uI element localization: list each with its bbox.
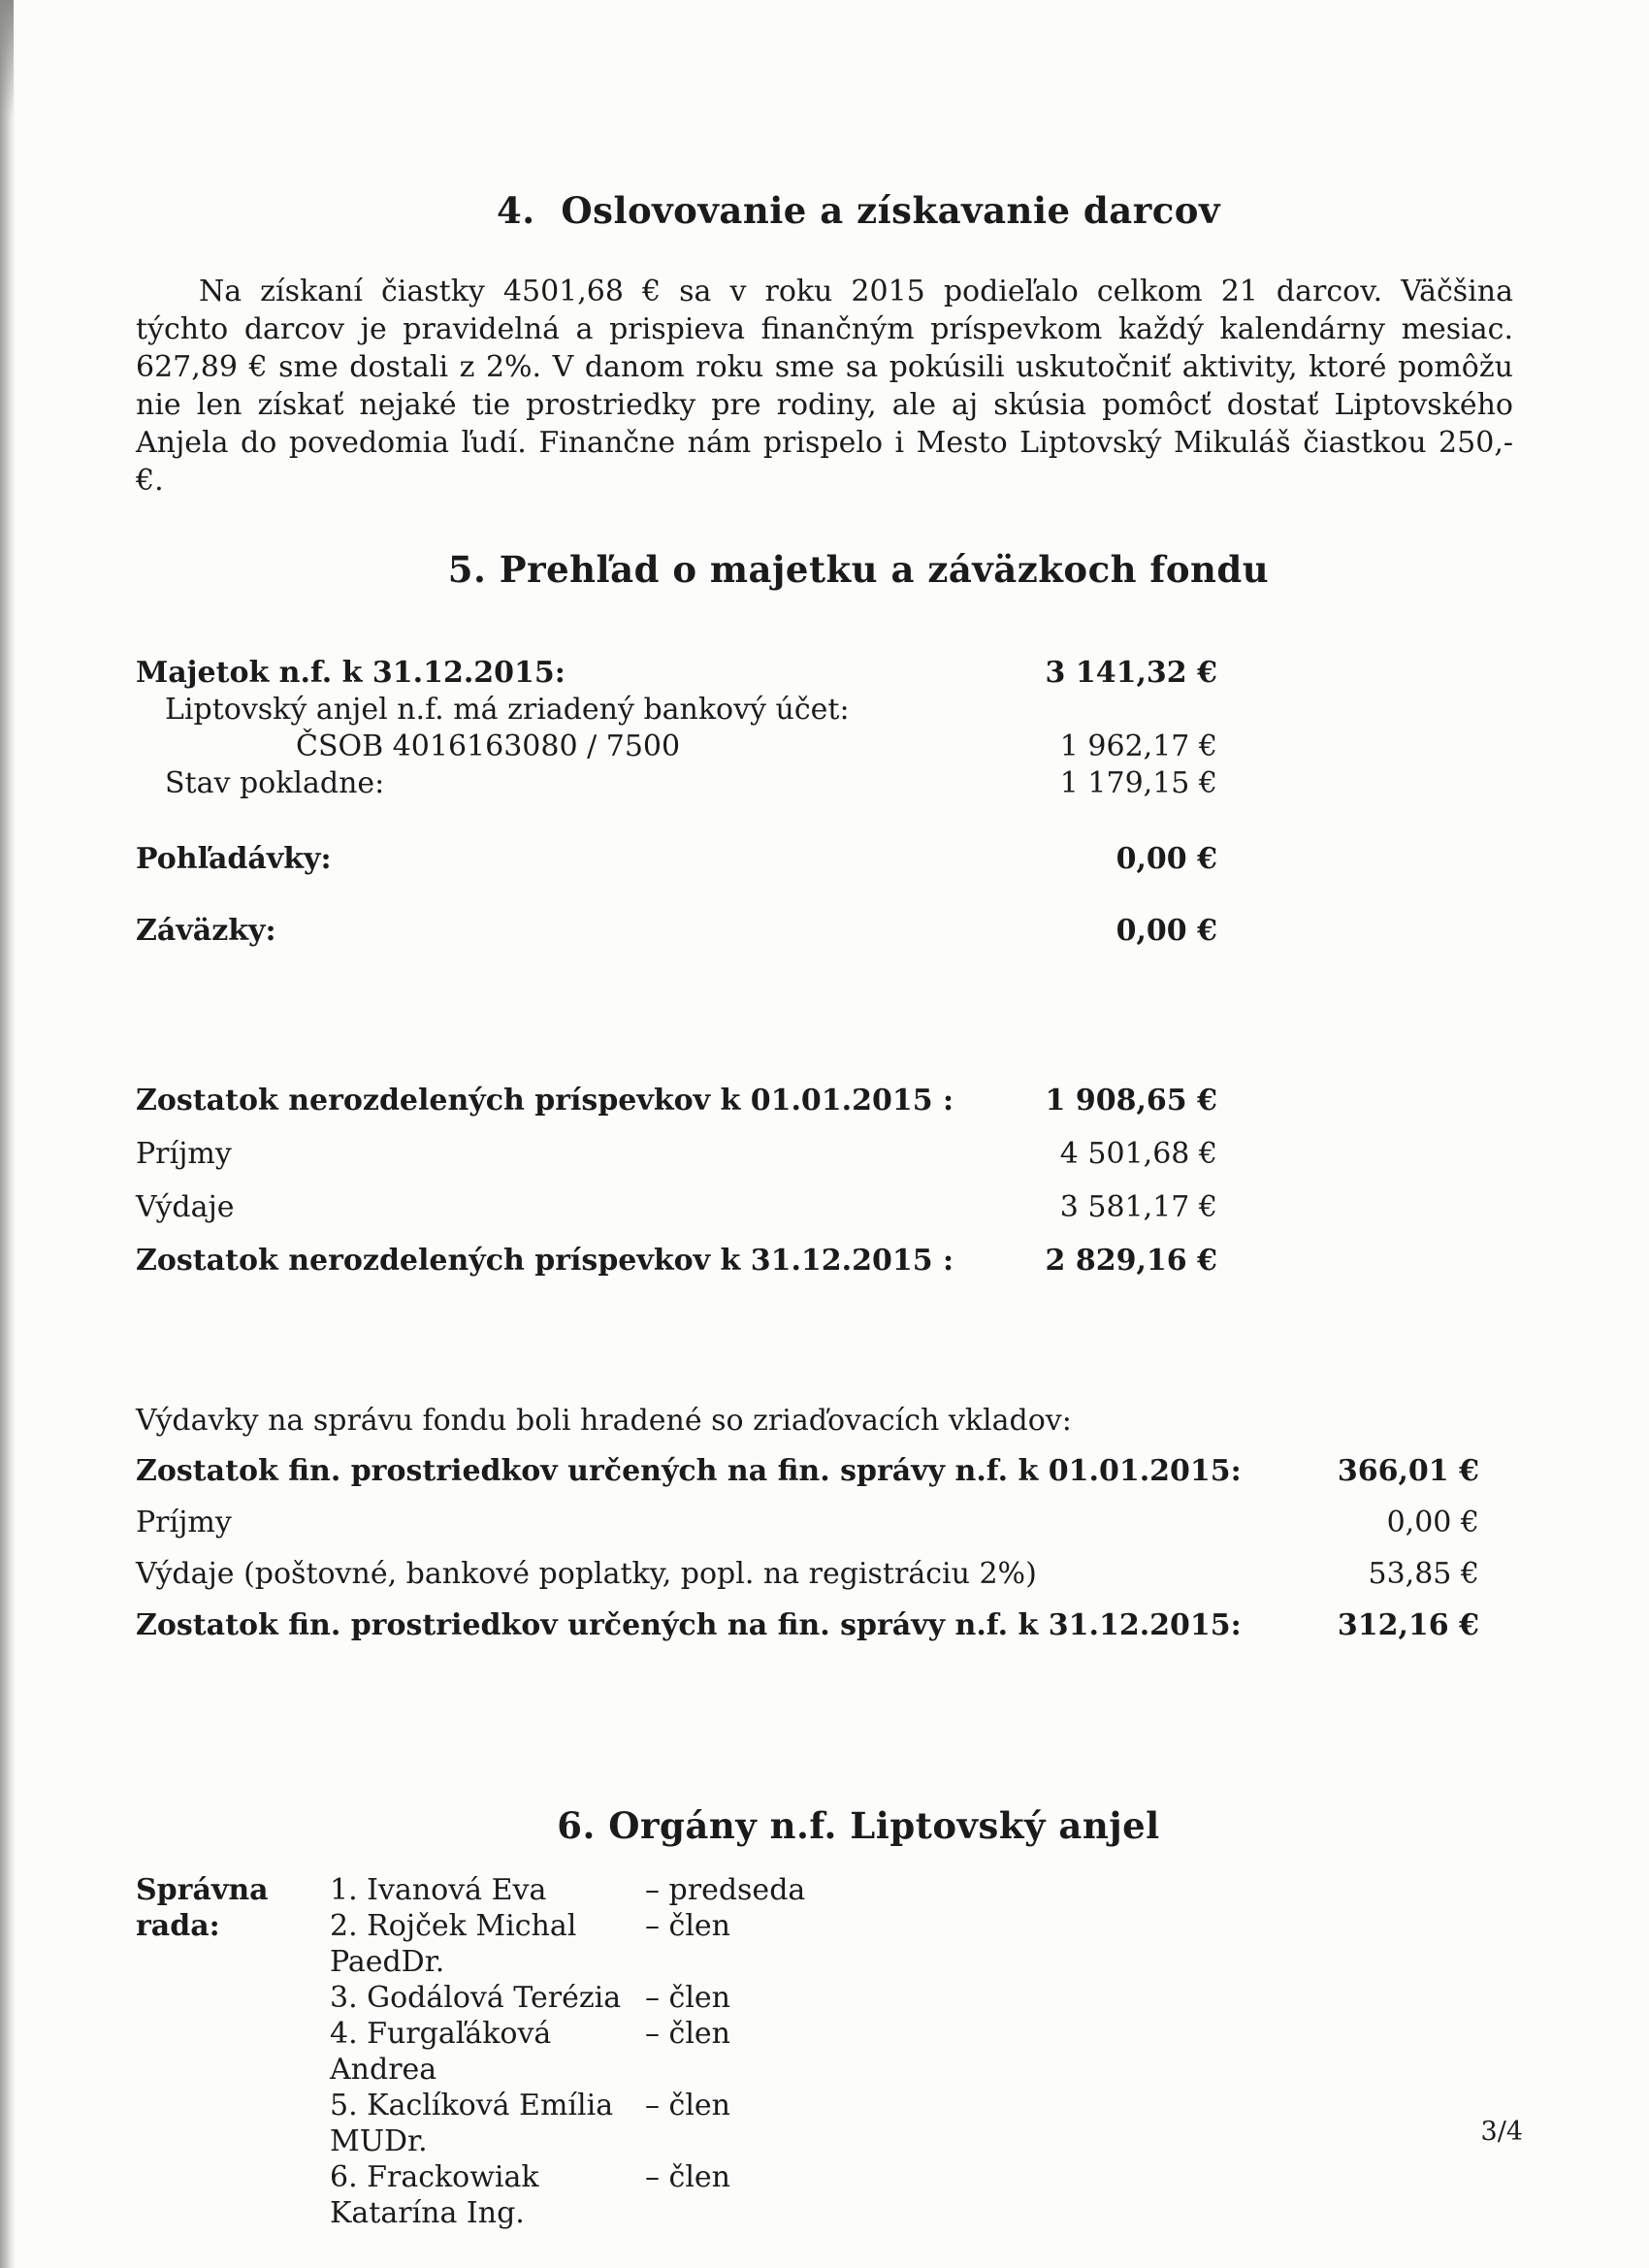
admin-expense-value: 53,85 € (1368, 1557, 1479, 1591)
admin-funds-section (136, 1403, 1513, 1644)
cash-value: 1 179,15 € (1059, 766, 1217, 800)
table-row (136, 913, 1217, 950)
list-item (330, 2016, 1513, 2088)
table-row (136, 655, 1217, 692)
contrib-opening-label: Zostatok nerozdelených príspevkov k 01.01.2015 : (136, 1084, 954, 1118)
liabilities-value: 0,00 € (1116, 914, 1217, 948)
admin-income-value: 0,00 € (1386, 1506, 1479, 1539)
list-item (330, 2159, 1513, 2231)
table-row (136, 1243, 1217, 1280)
board-members-list (330, 1872, 1513, 2231)
member-name: 1. Ivanová Eva (330, 1873, 547, 1907)
assets-value: 3 141,32 € (1045, 656, 1217, 690)
board-section (136, 1872, 1513, 2231)
member-role: – člen (645, 1909, 731, 1943)
table-row (136, 841, 1217, 878)
assets-table (136, 655, 1217, 950)
member-name: 5. Kaclíková Emília MUDr. (330, 2089, 614, 2158)
member-role: – člen (645, 1981, 731, 2015)
admin-closing-value: 312,16 € (1337, 1608, 1479, 1642)
contrib-income-value: 4 501,68 € (1059, 1137, 1217, 1171)
member-name: 4. Furgaľáková Andrea (330, 2017, 552, 2087)
table-row (136, 1505, 1479, 1541)
contrib-expense-value: 3 581,17 € (1059, 1190, 1217, 1224)
table-row (136, 1607, 1479, 1644)
list-item (330, 1872, 1513, 1908)
admin-closing-label: Zostatok fin. prostriedkov určených na fin. správy n.f. k 31.12.2015: (136, 1608, 1242, 1642)
contrib-opening-value: 1 908,65 € (1045, 1084, 1217, 1118)
admin-expense-label: Výdaje (poštovné, bankové poplatky, popl. na registráciu 2%) (136, 1557, 1037, 1591)
member-name: 2. Rojček Michal PaedDr. (330, 1909, 577, 1979)
bank-account-intro: Liptovský anjel n.f. má zriadený bankový účet: (165, 693, 850, 727)
table-row (136, 729, 1217, 765)
page-number: 3/4 (1480, 2117, 1523, 2147)
list-item (330, 1980, 1513, 2016)
assets-label: Majetok n.f. k 31.12.2015: (136, 656, 566, 690)
admin-intro-line: Výdavky na správu fondu boli hradené so zriaďovacích vkladov: (136, 1404, 1072, 1438)
section6-heading: 6. Orgány n.f. Liptovský anjel (557, 1804, 1160, 1847)
contrib-closing-value: 2 829,16 € (1045, 1244, 1217, 1278)
section4-paragraph: Na získaní čiastky 4501,68 € sa v roku 2015 podieľalo celkom 21 darcov. Väčšina týchto darcov je pravidelná a prispieva finančným príspevkom každý kalendárny mesiac. 627,89 € sme dostali z 2%. V danom roku sme sa pokúsili uskutočniť aktivity, ktoré pomôžu nie len získať nejaké tie prostriedky pre rodiny, ale aj skúsia pomôcť dostať Liptovského Anjela do povedomia ľudí. Finančne nám prispelo i Mesto Liptovský Mikuláš čiastkou 250,- €. (136, 275, 1513, 498)
admin-opening-value: 366,01 € (1337, 1454, 1479, 1488)
member-name: 3. Godálová Terézia (330, 1981, 622, 2015)
admin-income-label: Príjmy (136, 1506, 232, 1539)
liabilities-label: Záväzky: (136, 914, 276, 948)
member-name: 6. Frackowiak Katarína Ing. (330, 2160, 539, 2230)
table-row (136, 1453, 1479, 1490)
receivables-value: 0,00 € (1116, 842, 1217, 876)
table-row (136, 692, 1217, 729)
member-role: – člen (645, 2017, 731, 2051)
contributions-table (136, 1083, 1217, 1280)
admin-opening-label: Zostatok fin. prostriedkov určených na fin. správy n.f. k 01.01.2015: (136, 1454, 1242, 1488)
admin-funds-table (136, 1453, 1479, 1644)
bank-account-number: ČSOB 4016163080 / 7500 (296, 729, 681, 763)
member-role: – člen (645, 2089, 731, 2122)
receivables-label: Pohľadávky: (136, 842, 332, 876)
contrib-income-label: Príjmy (136, 1137, 232, 1171)
table-row (136, 1556, 1479, 1593)
board-label: Správna rada: (136, 1873, 269, 1943)
cash-label: Stav pokladne: (165, 766, 385, 800)
table-row (136, 765, 1217, 802)
table-row (136, 1083, 1217, 1119)
member-role: – predseda (645, 1873, 806, 1907)
section5-heading: 5. Prehľad o majetku a záväzkoch fondu (447, 548, 1270, 591)
table-row (136, 1136, 1217, 1173)
contrib-closing-label: Zostatok nerozdelených príspevkov k 31.12.2015 : (136, 1244, 954, 1278)
member-role: – člen (645, 2160, 731, 2194)
contrib-expense-label: Výdaje (136, 1190, 235, 1224)
list-item (330, 1908, 1513, 1980)
bank-account-value: 1 962,17 € (1059, 729, 1217, 763)
section4-heading: 4. Oslovovanie a získavanie darcov (497, 189, 1220, 232)
table-row (136, 1189, 1217, 1226)
list-item (330, 2088, 1513, 2159)
